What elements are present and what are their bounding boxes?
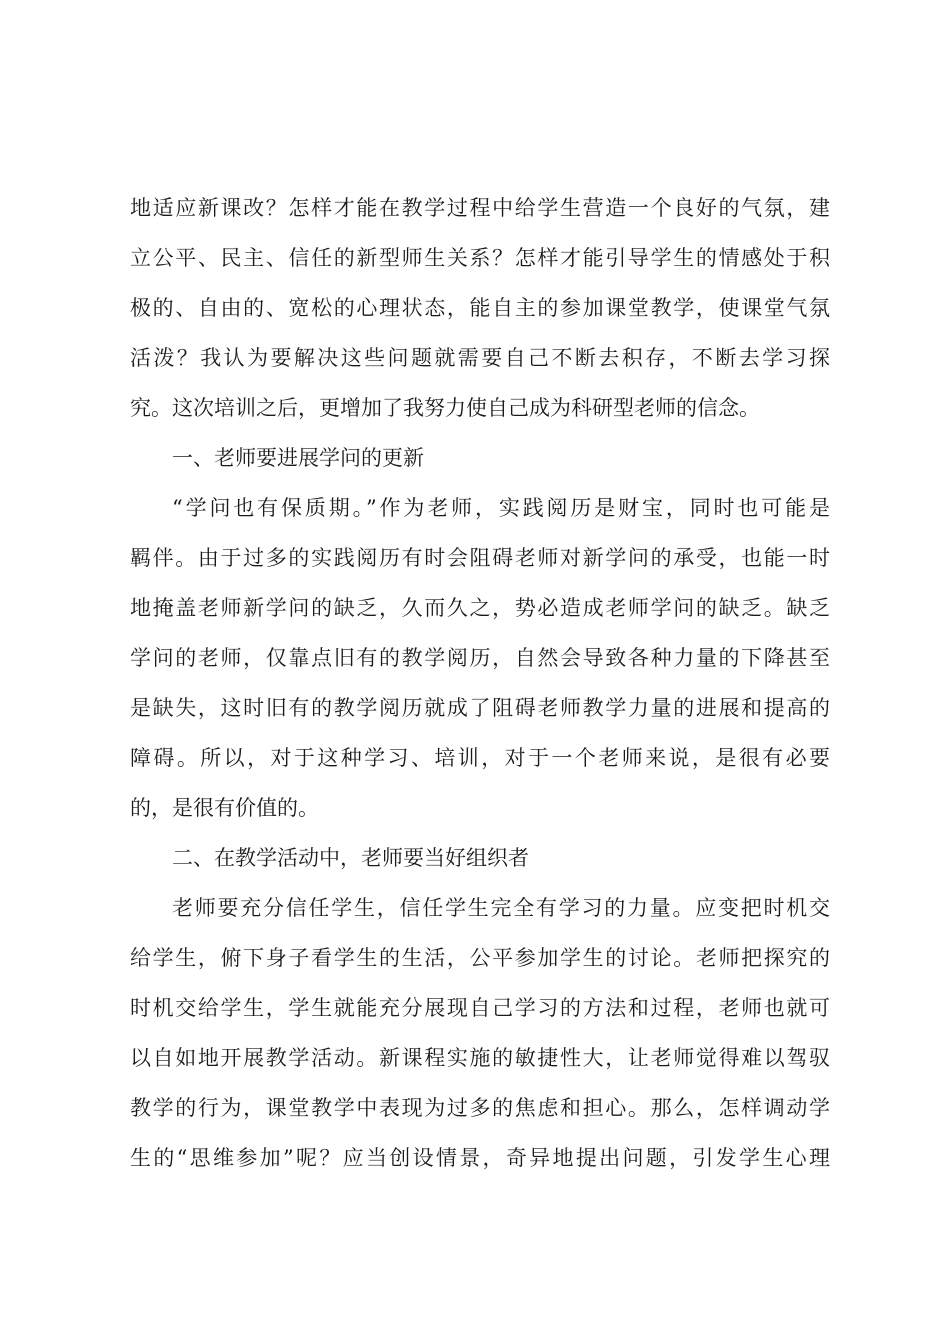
- paragraph-2-line-6: 障碍。所以，对于这种学习、培训，对于一个老师来说，是很有必要: [130, 746, 830, 770]
- paragraph-1-line-2: 立公平、民主、信任的新型师生关系？怎样才能引导学生的情感处于积: [130, 246, 830, 270]
- paragraph-2-line-5: 是缺失，这时旧有的教学阅历就成了阻碍老师教学力量的进展和提高的: [130, 696, 830, 720]
- paragraph-2-line-4: 学问的老师，仅靠点旧有的教学阅历，自然会导致各种力量的下降甚至: [130, 646, 830, 670]
- paragraph-3-line-5: 教学的行为，课堂教学中表现为过多的焦虑和担心。那么，怎样调动学: [130, 1096, 830, 1120]
- paragraph-3-line-2: 给学生，俯下身子看学生的生活，公平参加学生的讨论。老师把探究的: [130, 946, 830, 970]
- paragraph-1-line-5: 究。这次培训之后，更增加了我努力使自己成为科研型老师的信念。: [130, 396, 760, 420]
- paragraph-2-line-3: 地掩盖老师新学问的缺乏，久而久之，势必造成老师学问的缺乏。缺乏: [130, 596, 830, 620]
- paragraph-2-line-2: 羁伴。由于过多的实践阅历有时会阻碍老师对新学问的承受，也能一时: [130, 546, 830, 570]
- paragraph-1-line-3: 极的、自由的、宽松的心理状态，能自主的参加课堂教学，使课堂气氛: [130, 296, 830, 320]
- paragraph-3-line-1: 老师要充分信任学生，信任学生完全有学习的力量。应变把时机交: [172, 896, 830, 920]
- paragraph-3-line-6: 生的“思维参加”呢？应当创设情景，奇异地提出问题，引发学生心理: [130, 1146, 830, 1170]
- paragraph-3-line-3: 时机交给学生，学生就能充分展现自己学习的方法和过程，老师也就可: [130, 996, 830, 1020]
- paragraph-3-line-4: 以自如地开展教学活动。新课程实施的敏捷性大，让老师觉得难以驾驭: [130, 1046, 830, 1070]
- paragraph-1-line-1: 地适应新课改？怎样才能在教学过程中给学生营造一个良好的气氛，建: [130, 196, 830, 220]
- paragraph-1-line-4: 活泼？我认为要解决这些问题就需要自己不断去积存，不断去学习探: [130, 346, 830, 370]
- paragraph-2-line-7: 的，是很有价值的。: [130, 796, 319, 820]
- section-heading-1: 一、老师要进展学问的更新: [172, 446, 424, 470]
- section-heading-2: 二、在教学活动中，老师要当好组织者: [172, 846, 529, 870]
- paragraph-2-line-1: “学问也有保质期。”作为老师，实践阅历是财宝，同时也可能是: [172, 496, 830, 520]
